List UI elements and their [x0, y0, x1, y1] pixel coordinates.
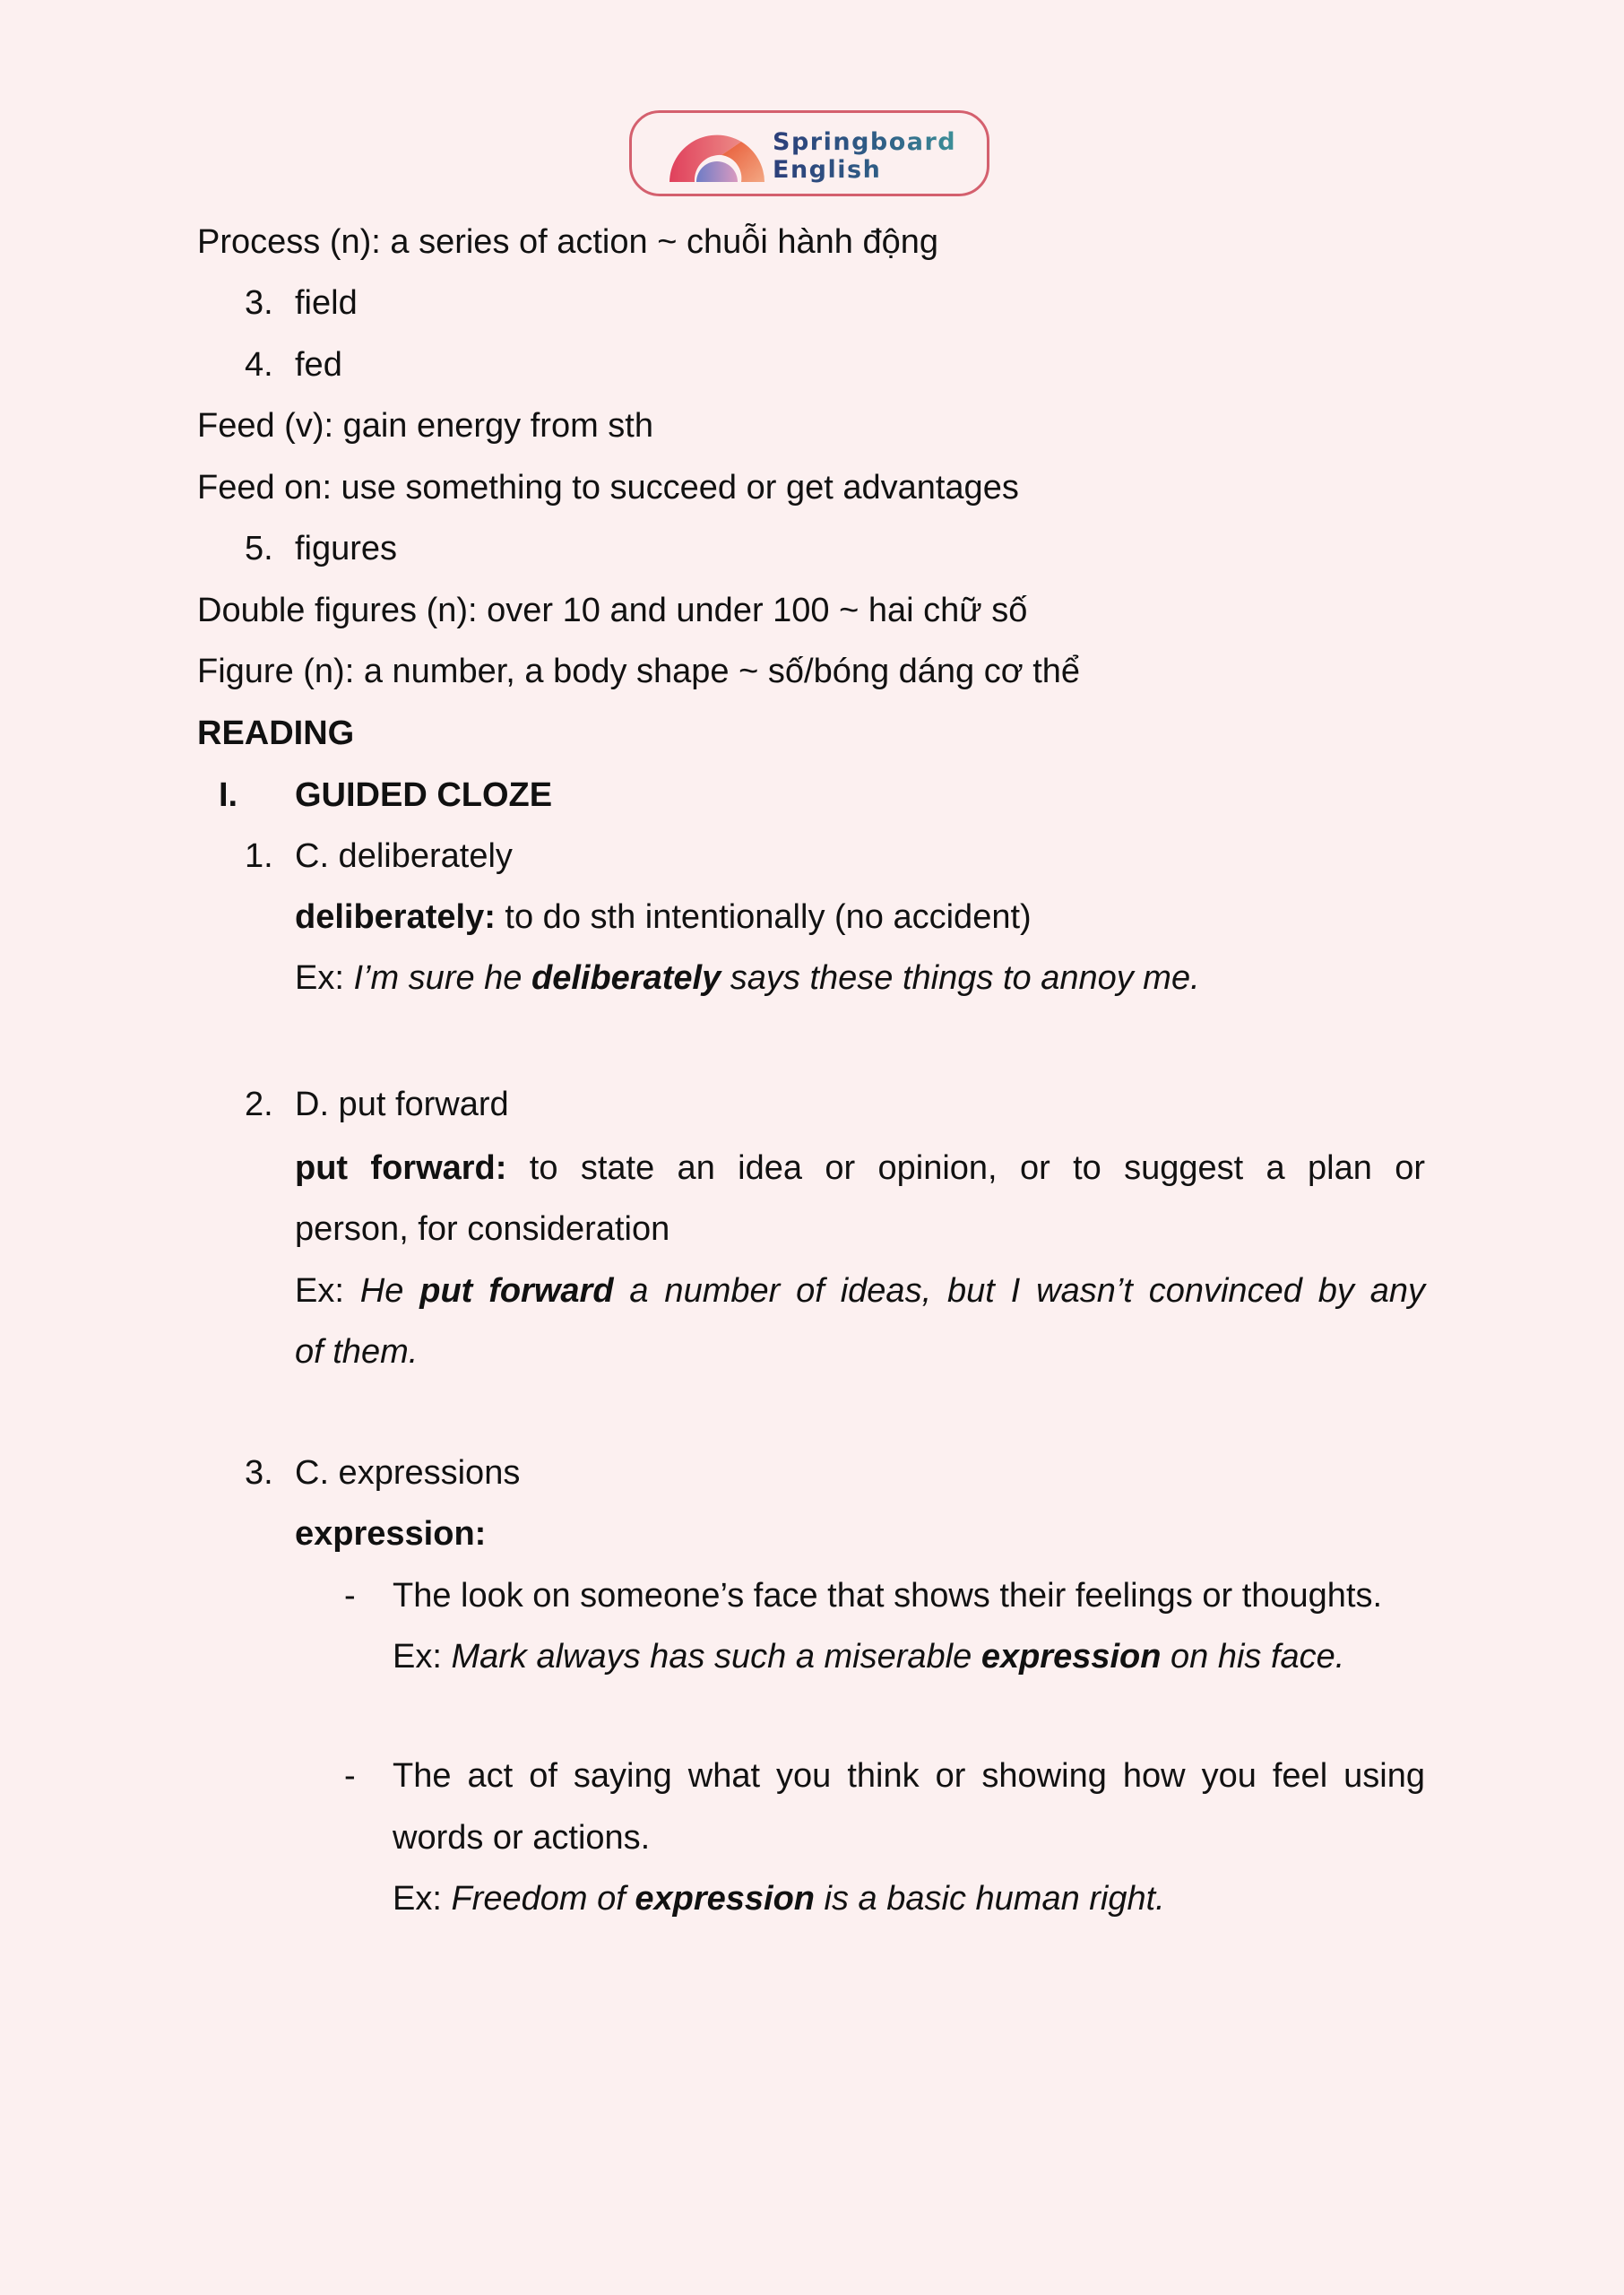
list-number: 3. — [245, 284, 273, 322]
answer-choice: D. put forward — [295, 1086, 509, 1123]
example-text: is a basic human right. — [815, 1880, 1165, 1918]
example-prefix: Ex: — [393, 1880, 452, 1918]
reading-heading: READING — [197, 714, 355, 752]
definition-text: to state an idea or opinion, or to suggest a plan or — [529, 1149, 1426, 1187]
example-continuation: of them. — [295, 1333, 419, 1371]
double-figures-definition: Double figures (n): over 10 and under 100 ~ hai chữ số — [197, 592, 1028, 629]
example-text: Mark always has such a miserable — [451, 1638, 981, 1676]
logo-wordmark — [773, 128, 956, 184]
term: expression: — [295, 1515, 487, 1553]
rainbow-arch-icon — [668, 128, 766, 186]
definition — [295, 1148, 1425, 1189]
vocab-word: fed — [295, 346, 342, 384]
term: deliberately: — [295, 898, 496, 936]
example-keyword: deliberately — [531, 959, 721, 997]
example-text: a number of ideas, but I wasn’t convinced by any — [613, 1272, 1425, 1310]
sense-definition: The look on someone’s face that shows their feelings or thoughts. — [393, 1577, 1383, 1615]
example-prefix: Ex: — [295, 1272, 360, 1310]
logo-line-1: Springboard — [773, 128, 957, 156]
definition — [295, 896, 1032, 938]
example-text: He — [359, 1272, 420, 1310]
example-prefix: Ex: — [393, 1638, 452, 1676]
answer-number: 2. — [245, 1086, 273, 1123]
example-prefix: Ex: — [295, 959, 354, 997]
section-title: GUIDED CLOZE — [295, 776, 553, 814]
example — [295, 1270, 1425, 1312]
springboard-english-logo — [629, 110, 989, 196]
example — [393, 1636, 1344, 1677]
definition-text: to do sth intentionally (no accident) — [495, 898, 1032, 936]
section-numeral: I. — [219, 776, 238, 814]
example-text: says these things to annoy me. — [721, 959, 1200, 997]
answer-number: 3. — [245, 1454, 273, 1492]
vocab-word: field — [295, 284, 358, 322]
term: put forward: — [295, 1149, 507, 1187]
example — [393, 1878, 1165, 1919]
bullet-dash: - — [344, 1577, 356, 1615]
process-definition: Process (n): a series of action ~ chuỗi hành động — [197, 223, 938, 261]
example-keyword: put forward — [419, 1272, 614, 1310]
vocab-word: figures — [295, 530, 398, 567]
list-number: 5. — [245, 530, 273, 567]
list-number: 4. — [245, 346, 273, 384]
example-keyword: expression — [980, 1638, 1162, 1676]
answer-choice: C. expressions — [295, 1454, 521, 1492]
sense-definition-continuation: words or actions. — [393, 1819, 651, 1857]
feed-on-definition: Feed on: use something to succeed or get advantages — [197, 469, 1019, 507]
figure-definition: Figure (n): a number, a body shape ~ số/bóng dáng cơ thể — [197, 653, 1081, 690]
example-text: on his face. — [1161, 1638, 1345, 1676]
logo-line-2: English — [773, 156, 882, 184]
feed-definition: Feed (v): gain energy from sth — [197, 407, 653, 445]
example — [295, 957, 1200, 999]
example-text: I’m sure he — [353, 959, 531, 997]
sense-definition: The act of saying what you think or showing how you feel using — [393, 1757, 1425, 1795]
example-keyword: expression — [635, 1880, 815, 1918]
definition-continuation: person, for consideration — [295, 1210, 670, 1248]
answer-number: 1. — [245, 837, 273, 875]
example-text: Freedom of — [451, 1880, 635, 1918]
answer-choice: C. deliberately — [295, 837, 513, 875]
bullet-dash: - — [344, 1757, 356, 1795]
